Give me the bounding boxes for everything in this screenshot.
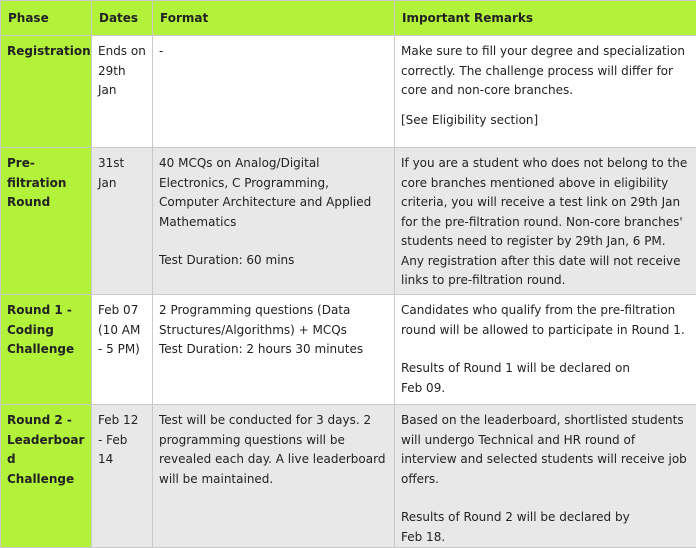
header-dates: Dates	[92, 1, 153, 36]
format-cell	[153, 148, 395, 295]
format-cell	[153, 405, 395, 548]
dates-cell: Feb 07 (10 AM - 5 PM)	[92, 295, 153, 405]
format-text: 2 Programming questions (Data Structures/Algorithms) + MCQs	[159, 301, 388, 340]
header-format: Format	[153, 1, 395, 36]
dates-cell: 31st Jan	[92, 148, 153, 295]
remarks-text: If you are a student who does not belong to the core branches mentioned above in eligibility criteria, you will receive a test link on 29th Jan for the pre-filtration round. Non-core branches' students need to register by 29th Jan, 6 PM. Any registration after this date will not receive links to pre-filtration round.	[401, 154, 690, 291]
remarks-cell	[395, 295, 696, 405]
remarks-text: Make sure to fill your degree and specialization correctly. The challenge process will differ for core and non-core branches.	[401, 42, 690, 101]
dates-cell: Feb 12 - Feb 14	[92, 405, 153, 548]
remarks-text: Candidates who qualify from the pre-filtration round will be allowed to participate in Round 1.	[401, 301, 690, 340]
phase-cell: Round 1 - Coding Challenge	[1, 295, 92, 405]
header-row	[1, 1, 696, 36]
table-row-prefiltration	[1, 148, 696, 295]
table-row-round2	[1, 405, 696, 548]
phase-cell: Round 2 - Leaderboar d Challenge	[1, 405, 92, 548]
remarks-cell	[395, 148, 696, 295]
table-row-registration	[1, 36, 696, 148]
format-text: -	[159, 42, 388, 62]
results-text: Results of Round 2 will be declared by Feb 18.	[401, 508, 690, 547]
phase-cell: Registration	[1, 36, 92, 148]
header-remarks: Important Remarks	[395, 1, 696, 36]
phase-cell: Pre- filtration Round	[1, 148, 92, 295]
header-phase: Phase	[1, 1, 92, 36]
format-cell	[153, 36, 395, 148]
remarks-cell	[395, 36, 696, 148]
eligibility-reference: [See Eligibility section]	[401, 111, 690, 131]
dates-cell: Ends on 29th Jan	[92, 36, 153, 148]
format-text: 40 MCQs on Analog/Digital Electronics, C Programming, Computer Architecture and Applied Mathematics	[159, 154, 388, 232]
remarks-text: Based on the leaderboard, shortlisted students will undergo Technical and HR round of interview and selected students will receive job offers.	[401, 411, 690, 489]
test-duration: Test Duration: 2 hours 30 minutes	[159, 340, 388, 360]
remarks-cell	[395, 405, 696, 548]
format-cell	[153, 295, 395, 405]
table-row-round1	[1, 295, 696, 405]
format-text: Test will be conducted for 3 days. 2 programming questions will be revealed each day. A live leaderboard will be maintained.	[159, 411, 388, 489]
test-duration: Test Duration: 60 mins	[159, 251, 388, 271]
results-text: Results of Round 1 will be declared on Feb 09.	[401, 359, 690, 398]
